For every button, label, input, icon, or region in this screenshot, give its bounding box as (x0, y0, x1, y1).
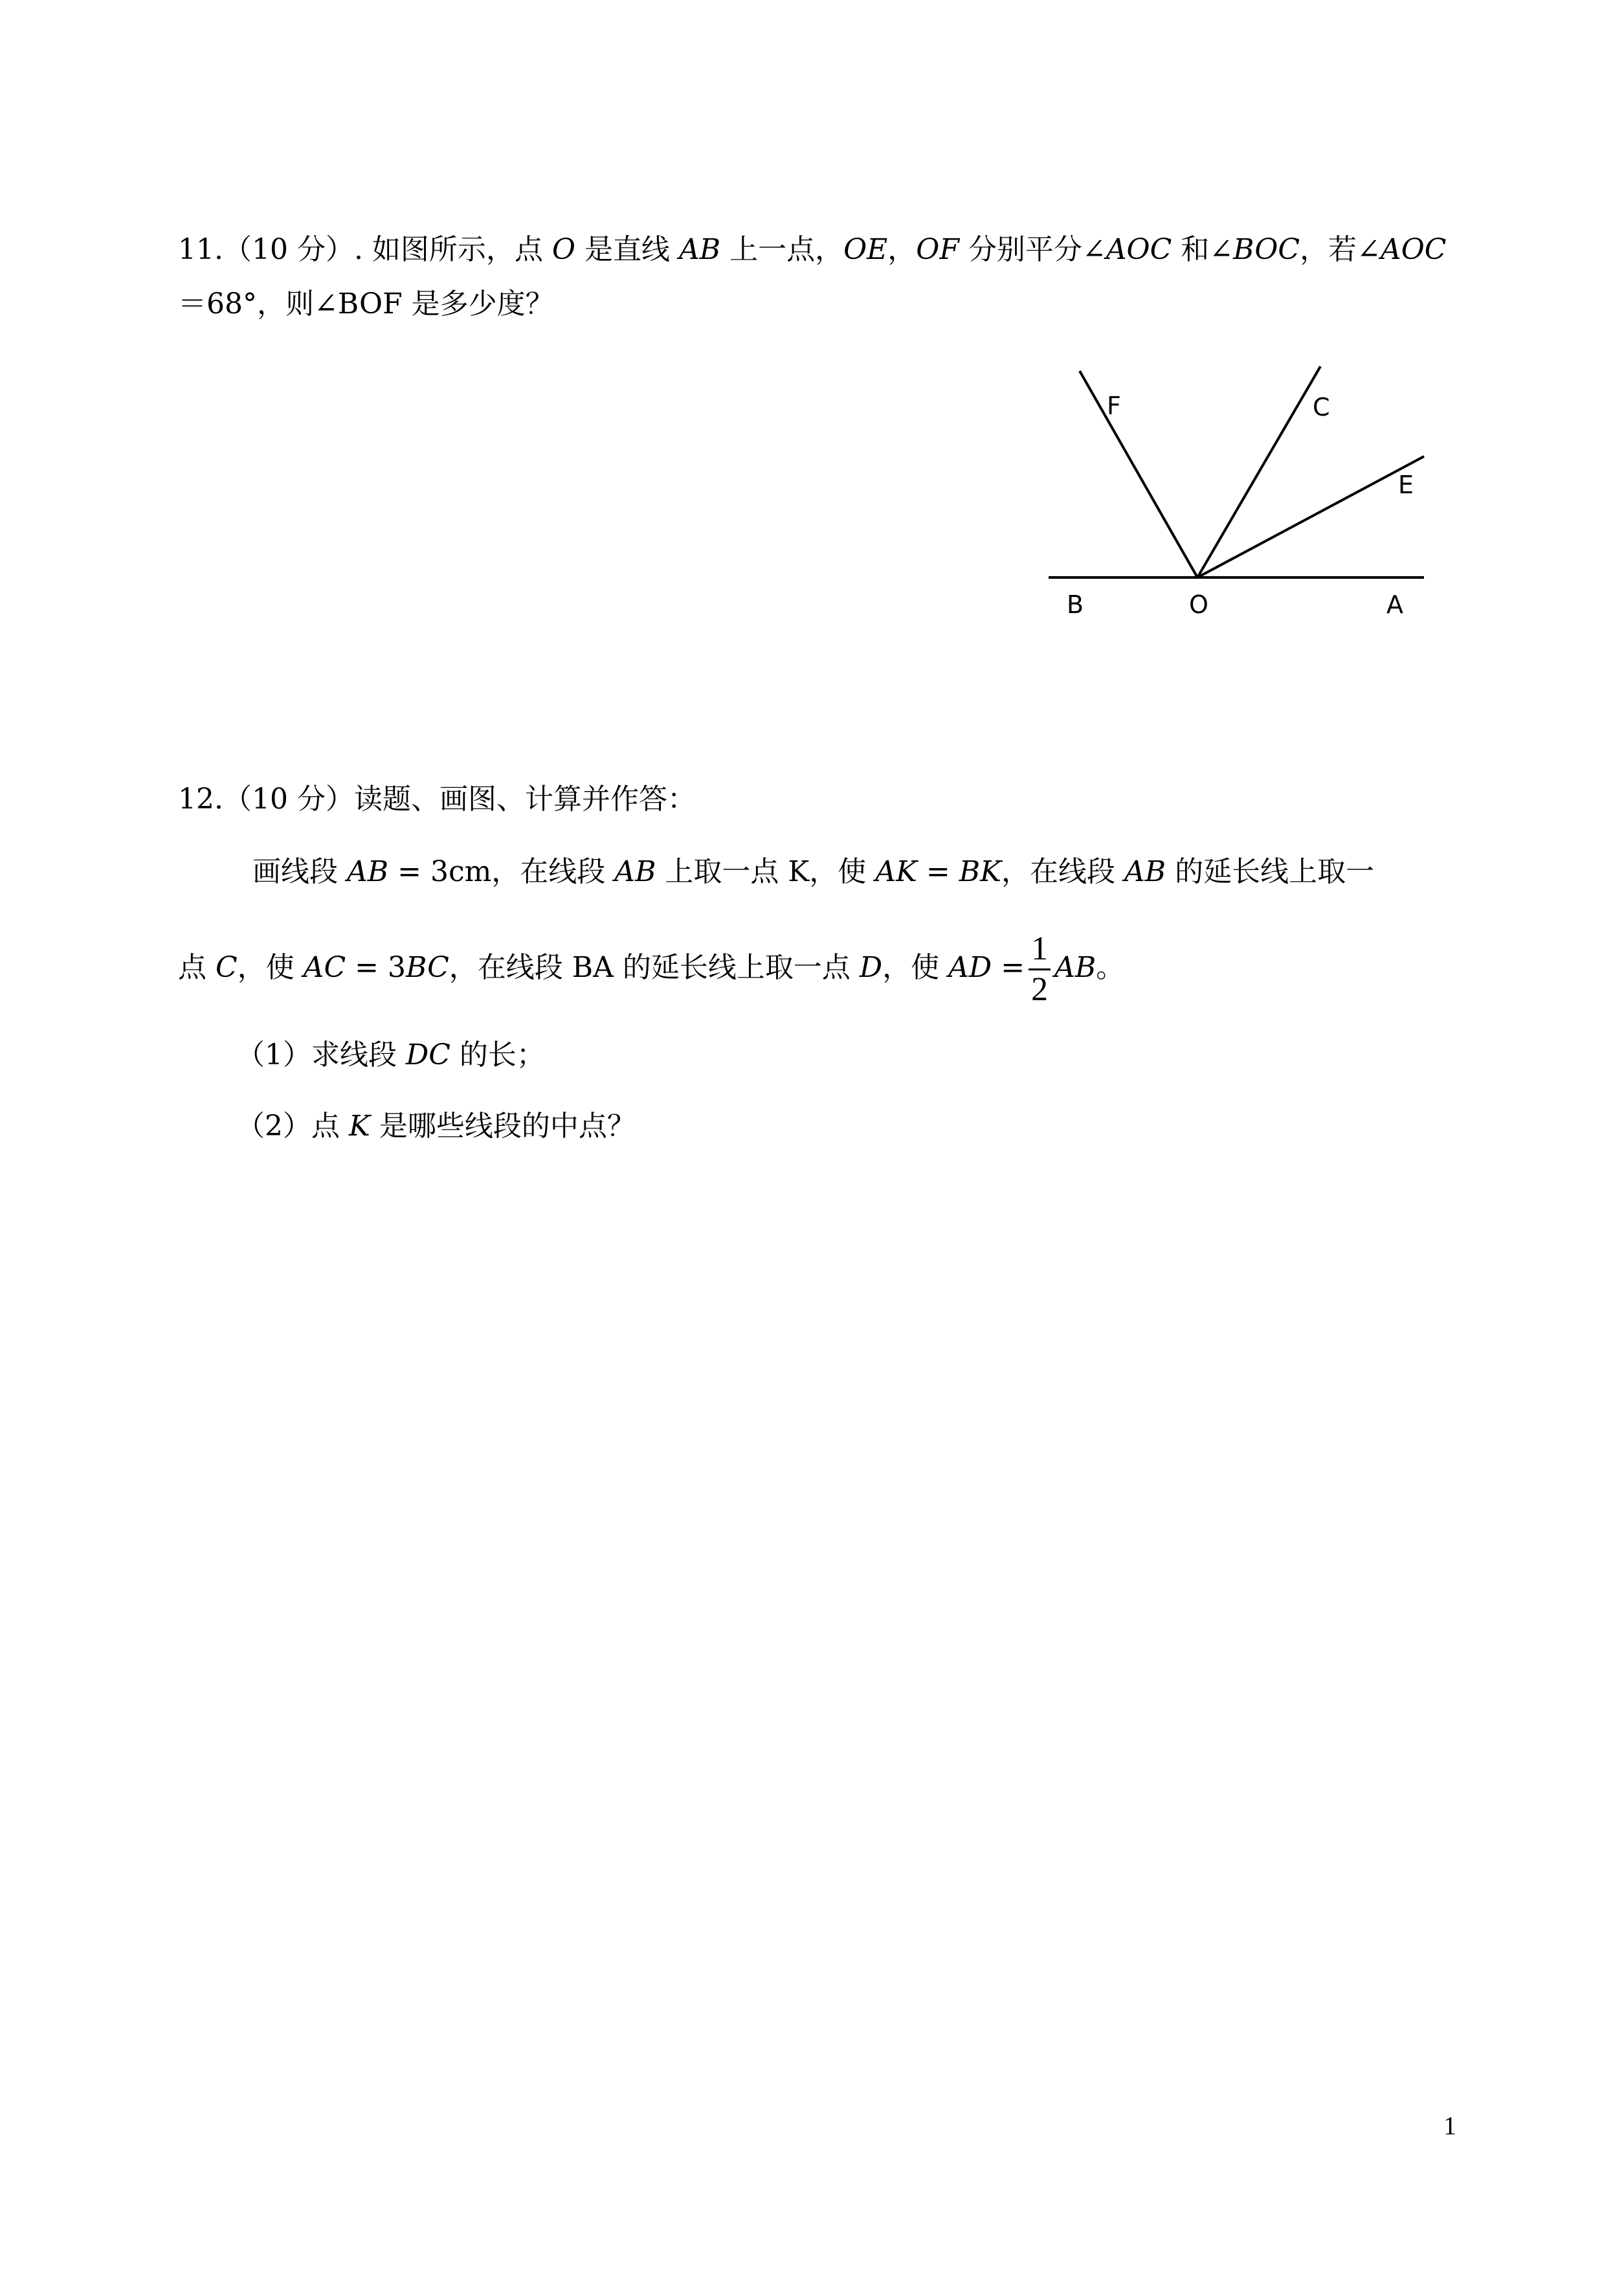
page-number: 1 (1443, 2111, 1456, 2140)
ray-OF (1080, 371, 1197, 577)
q12-paragraph-line1: 画线段 AB = 3cm，在线段 AB 上取一点 K，使 AK = BK，在线段 AB 的延长线上取一 (252, 855, 1375, 888)
fraction-one-half: $\frac{1}{2}$ (1029, 930, 1051, 1009)
q11-line2: ＝68°，则∠BOF 是多少度？ (178, 287, 554, 320)
q12-paragraph-line2: 点 C，使 AC = 3BC，在线段 BA 的延长线上取一点 D，使 AD = $\frac{1}{2}$ AB。 (178, 930, 1125, 1008)
q12-sub-question-2: （2）点 K 是哪些线段的中点？ (236, 1110, 636, 1143)
label-B: B (1067, 590, 1084, 619)
label-E: E (1398, 471, 1414, 499)
label-A: A (1386, 590, 1403, 619)
label-F: F (1107, 392, 1121, 420)
q11-line1: 11.（10 分）. 如图所示，点 O 是直线 AB 上一点，OE，OF 分别平分∠AOC 和∠BOC，若∠AOC (178, 233, 1447, 266)
q12-sub-question-1: （1）求线段 DC 的长； (236, 1038, 545, 1071)
label-O: O (1189, 590, 1208, 619)
q12-title: 12.（10 分）读题、画图、计算并作答： (178, 783, 696, 816)
label-C: C (1313, 393, 1330, 421)
angle-diagram (1029, 350, 1443, 621)
